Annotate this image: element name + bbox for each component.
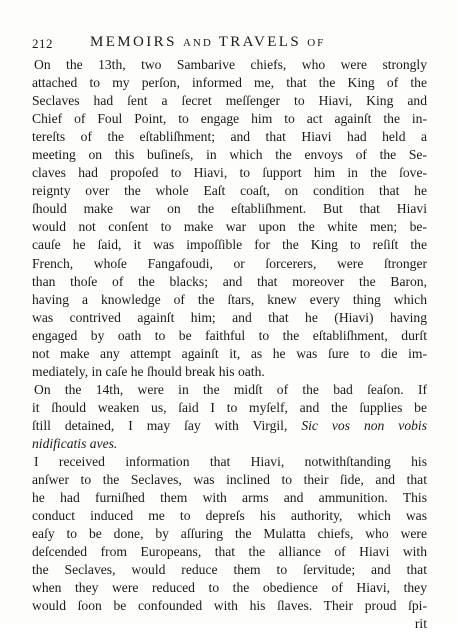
text-line: ſhould make war on the eſtabliſhment. But that Hiavi bbox=[32, 201, 427, 217]
text-line: reignty over the whole Eaſt coaſt, on condition that he bbox=[32, 183, 427, 199]
text-line: it ſhould weaken us, ſaid I to myſelf, and the ſupplies be bbox=[32, 399, 427, 415]
text-line: claves had propoſed to Hiavi, to ſupport him in the ſove- bbox=[32, 165, 427, 181]
text-line: tereſts of the eſtabliſhment; and that Hiavi had held a bbox=[32, 129, 427, 145]
text-line: Seclaves had ſent a ſecret meſſenger to Hiavi, King and bbox=[32, 93, 427, 109]
text-line: conduct induced me to depreſs his authority, which was bbox=[32, 508, 427, 524]
text-line: deſcended from Europeans, that the alliance of Hiavi with bbox=[32, 544, 427, 560]
text-line: Chief of Foul Point, to engage him to act againſt the in- bbox=[32, 111, 427, 127]
text-line: he had furniſhed them with arms and ammunition. This bbox=[32, 490, 427, 506]
body-text bbox=[32, 56, 427, 634]
text-line: attached to my perſon, informed me, that the King of the bbox=[32, 75, 427, 91]
text-line: mediately, in caſe he ſhould break his oath. bbox=[32, 363, 265, 379]
running-head bbox=[90, 34, 325, 51]
text-line: than thoſe of the blacks; and that moreover the Baron, bbox=[32, 273, 427, 289]
running-head-word: MEMOIRS bbox=[90, 34, 177, 50]
text-line: when they were reduced to the obedience of Hiavi, they bbox=[32, 580, 427, 596]
page-number: 212 bbox=[32, 36, 53, 51]
text-line: would not conſent to make war upon the white men; be- bbox=[32, 219, 427, 235]
running-head-word: OF bbox=[307, 37, 326, 49]
text-line: I received information that Hiavi, notwithſtanding his bbox=[34, 454, 427, 470]
text-line: On the 13th, two Sambarive chiefs, who were strongly bbox=[34, 57, 427, 72]
text-line: ſtill detained, I may ſay with Virgil, Sic vos non vobis bbox=[32, 417, 427, 433]
running-head-word: TRAVELS bbox=[218, 34, 302, 50]
text-line: eaſy to be done, by aſſuring the Mulatta chiefs, who were bbox=[32, 526, 427, 542]
text-line: the Seclaves, would reduce them to ſervitude; and that bbox=[32, 562, 427, 578]
text-line: meeting on this buſineſs, in which the envoys of the Se- bbox=[32, 147, 427, 163]
text-line: cauſe he ſaid, it was impoſſible for the King to reſiſt the bbox=[32, 237, 427, 253]
text-line: anſwer to the Seclaves, was inclined to their ſide, and that bbox=[32, 472, 427, 488]
text-line: nidificatis aves. bbox=[32, 435, 118, 451]
text-line: having a knowledge of the ſtars, knew every thing which bbox=[32, 291, 427, 307]
running-head-word: AND bbox=[182, 37, 213, 49]
text-line: On the 14th, were in the midſt of the bad ſeaſon. If bbox=[34, 381, 427, 397]
text-line: was contrived againſt him; and that he (Hiavi) having bbox=[32, 309, 427, 325]
text-line: French, whoſe Fangafoudi, or ſorcerers, were ſtronger bbox=[32, 255, 427, 271]
text-line: rit bbox=[414, 616, 427, 632]
text-line: not make any attempt againſt it, as he was ſure to die im- bbox=[32, 345, 427, 361]
text-line: engaged by oath to be faithful to the eſtabliſhment, durſt bbox=[32, 327, 427, 343]
page-header bbox=[32, 34, 427, 56]
text-line: would ſoon be confounded with his ſlaves. Their proud ſpi- bbox=[32, 598, 427, 614]
